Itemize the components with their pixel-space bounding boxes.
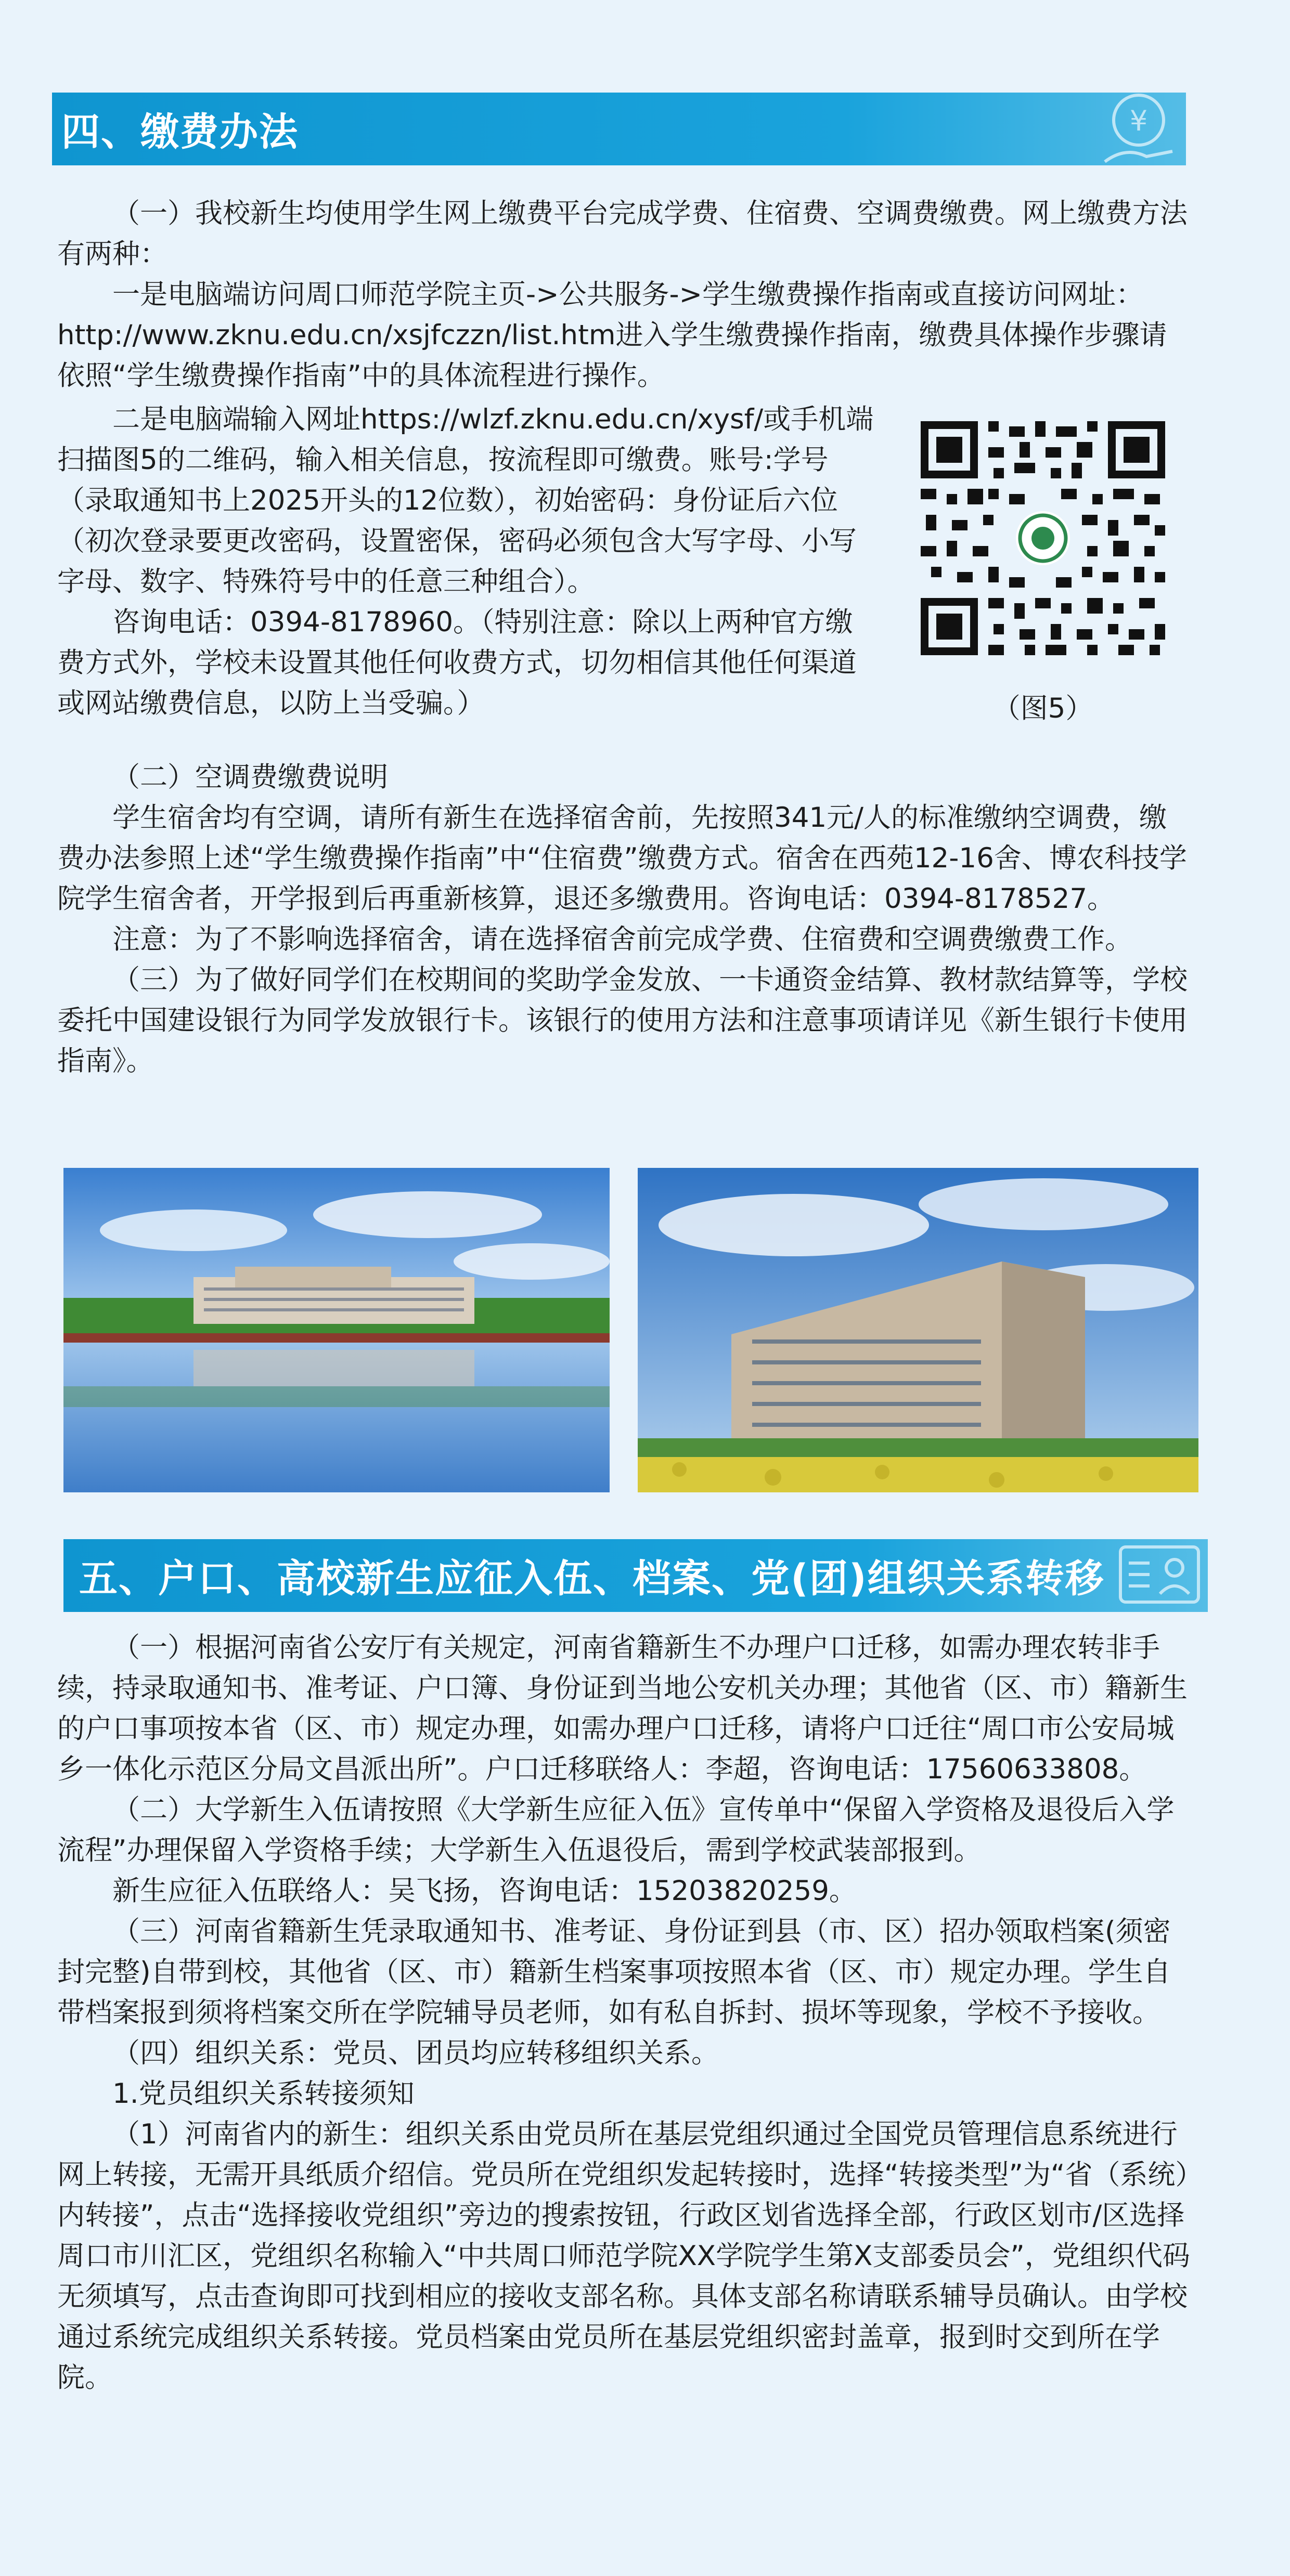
section4-aircon [57, 757, 1191, 1082]
section4-p1a: （一）我校新生均使用学生网上缴费平台完成学费、住宿费、空调费缴费。网上缴费方法有两种： [57, 198, 1188, 270]
section4-method2 [57, 399, 879, 724]
section5-p2: （二）大学新生入伍请按照《大学新生应征入伍》宣传单中“保留入学资格及退役后入学流程”办理保留入学资格手续；大学新生入伍退役后，需到学校武装部报到。 [57, 1794, 1175, 1866]
section4-p1b: 一是电脑端访问周口师范学院主页->公共服务->学生缴费操作指南或直接访问网址：http://www.zknu.edu.cn/xsjfczzn/list.htm进入学生缴费操作指南，缴费具体操作步骤请依照“学生缴费操作指南”中的具体流程进行操作。 [57, 279, 1167, 392]
campus-photo-left [63, 1168, 610, 1492]
section5-header [63, 1539, 1208, 1612]
section5-title: 五、户口、高校新生应征入伍、档案、党(团)组织关系转移 [79, 1556, 1105, 1601]
section5-p7: （1）河南省内的新生：组织关系由党员所在基层党组织通过全国党员管理信息系统进行网上转接，无需开具纸质介绍信。党员所在党组织发起转接时，选择“转接类型”为“省（系统）内转接”，点击“选择接收党组织”旁边的搜索按钮，行政区划省选择全部，行政区划市/区选择周口市川汇区，党组织名称输入“中共周口师范学院XX学院学生第X支部委员会”，党组织代码无须填写，点击查询即可找到相应的接收支部名称。具体支部名称请联系辅导员确认。由学校通过系统完成组织关系转接。党员档案由党员所在基层党组织密封盖章，报到时交到所在学院。 [57, 2118, 1190, 2393]
section4-header [52, 93, 1186, 165]
section5-p5: （四）组织关系：党员、团员均应转移组织关系。 [112, 2037, 719, 2069]
section4-p2: 二是电脑端输入网址https://wlzf.zknu.edu.cn/xysf/或手机端扫描图5的二维码，输入相关信息，按流程即可缴费。账号:学号（录取通知书上2025开头的12位数），初始密码：身份证后六位（初次登录要更改密码，设置密保，密码必须包含大写字母、小写字母、数字、特殊符号中的任意三种组合）。 [57, 404, 874, 597]
section4-p5: 注意：为了不影响选择宿舍，请在选择宿舍前完成学费、住宿费和空调费缴费工作。 [112, 923, 1132, 955]
qr-code-image [915, 416, 1170, 660]
section5-p1: （一）根据河南省公安厅有关规定，河南省籍新生不办理户口迁移，如需办理农转非手续，持录取通知书、准考证、户口簿、身份证到当地公安机关办理；其他省（区、市）籍新生的户口事项按本省（区、市）规定办理，如需办理户口迁移，请将户口迁往“周口市公安局城乡一体化示范区分局文昌派出所”。户口迁移联络人：李超，咨询电话：17560633808。 [57, 1632, 1188, 1785]
id-card-icon [1116, 1541, 1205, 1610]
qr-caption: （图5） [992, 693, 1093, 724]
svg-text:¥: ¥ [1129, 105, 1148, 137]
section4-p3: 咨询电话：0394-8178960。（特别注意：除以上两种官方缴费方式外，学校未设置其他任何收费方式，切勿相信其他任何渠道或网站缴费信息，以防上当受骗。） [57, 606, 857, 719]
section4-title: 四、缴费办法 [61, 110, 299, 154]
section5-p3: 新生应征入伍联络人：吴飞扬，咨询电话：15203820259。 [112, 1875, 857, 1907]
campus-photo-right [638, 1168, 1198, 1492]
section5-p6: 1.党员组织关系转接须知 [112, 2078, 415, 2110]
section4-p6: （三）为了做好同学们在校期间的奖助学金发放、一卡通资金结算、教材款结算等，学校委托中国建设银行为同学发放银行卡。该银行的使用方法和注意事项请详见《新生银行卡使用指南》。 [57, 964, 1188, 1077]
section4-intro [57, 193, 1191, 396]
section4-p4-head: （二）空调费缴费说明 [112, 761, 388, 793]
section4-p4: 学生宿舍均有空调，请所有新生在选择宿舍前，先按照341元/人的标准缴纳空调费，缴费办法参照上述“学生缴费操作指南”中“住宿费”缴费方式。宿舍在西苑12-16舍、博农科技学院学生宿舍者，开学报到后再重新核算，退还多缴费用。咨询电话：0394-8178527。 [57, 802, 1187, 915]
section5-p4: （三）河南省籍新生凭录取通知书、准考证、身份证到县（市、区）招办领取档案(须密封完整)自带到校，其他省（区、市）籍新生档案事项按照本省（区、市）规定办理。学生自带档案报到须将档案交所在学院辅导员老师，如有私自拆封、损坏等现象，学校不予接收。 [57, 1916, 1171, 2028]
section5-body [57, 1628, 1191, 2398]
money-hand-icon [1094, 84, 1183, 174]
